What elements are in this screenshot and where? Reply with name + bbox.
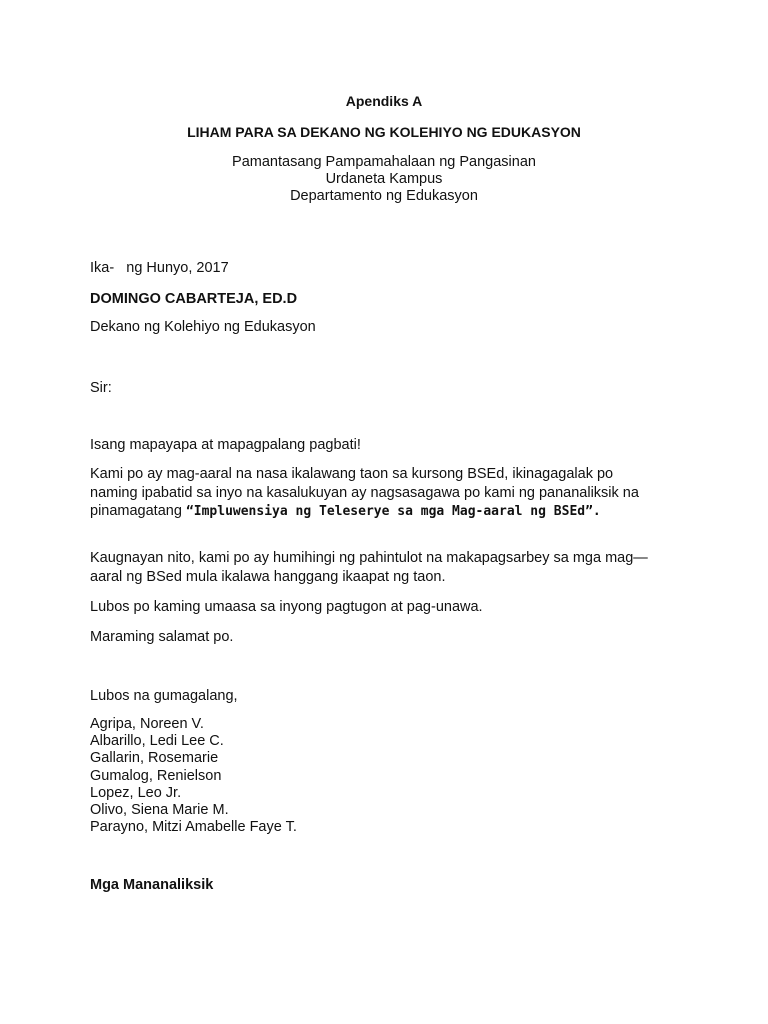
signatory-list (90, 716, 297, 836)
body-paragraph-1-prefix: pinamagatang (90, 503, 186, 519)
body-paragraph-2-line-2: aaral ng BSed mula ikalawa hanggang ikaapat ng taon. (90, 569, 446, 585)
recipient-title: Dekano ng Kolehiyo ng Edukasyon (90, 319, 316, 335)
signature-label: Mga Mananaliksik (90, 877, 214, 893)
closing-line: Lubos na gumagalang, (90, 688, 238, 704)
body-paragraph-3: Lubos po kaming umaasa sa inyong pagtugon at pag-unawa. (90, 599, 483, 615)
department-name: Departamento ng Edukasyon (290, 188, 478, 204)
university-name: Pamantasang Pampamahalaan ng Pangasinan (232, 154, 536, 170)
body-paragraph-1-line-3 (90, 503, 601, 520)
signatory-name: Gallarin, Rosemarie (90, 750, 219, 767)
signatory-name: Agripa, Noreen V. (90, 716, 204, 732)
signatory-name: Gumalog, Renielson (90, 767, 222, 784)
body-paragraph-2-line-1: Kaugnayan nito, kami po ay humihingi ng pahintulot na makapagsarbey sa mga mag— (90, 550, 648, 566)
appendix-label: Apendiks A (345, 93, 423, 109)
signatory-name: Olivo, Siena Marie M. (90, 802, 229, 819)
letter-date: Ika- ng Hunyo, 2017 (90, 260, 229, 276)
body-paragraph-1-line-2: naming ipabatid sa inyo na kasalukuyan ay nagsasagawa po kami ng pananaliksik na (90, 485, 639, 501)
study-title: “Impluwensiya ng Teleserye sa mga Mag-aaral ng BSEd”. (185, 504, 601, 519)
salutation: Sir: (90, 380, 112, 396)
signatory-name: Parayno, Mitzi Amabelle Faye T. (90, 819, 297, 836)
greeting: Isang mapayapa at mapagpalang pagbati! (90, 437, 361, 453)
signatory-name: Lopez, Leo Jr. (90, 784, 182, 801)
signatory-name: Albarillo, Ledi Lee C. (90, 733, 224, 750)
recipient-name: DOMINGO CABARTEJA, ED.D (90, 291, 298, 307)
campus-name: Urdaneta Kampus (325, 171, 443, 187)
document-title: LIHAM PARA SA DEKANO NG KOLEHIYO NG EDUKASYON (187, 124, 581, 140)
body-paragraph-1-line-1: Kami po ay mag-aaral na nasa ikalawang taon sa kursong BSEd, ikinagagalak po (90, 466, 614, 482)
thanks-line: Maraming salamat po. (90, 629, 234, 645)
